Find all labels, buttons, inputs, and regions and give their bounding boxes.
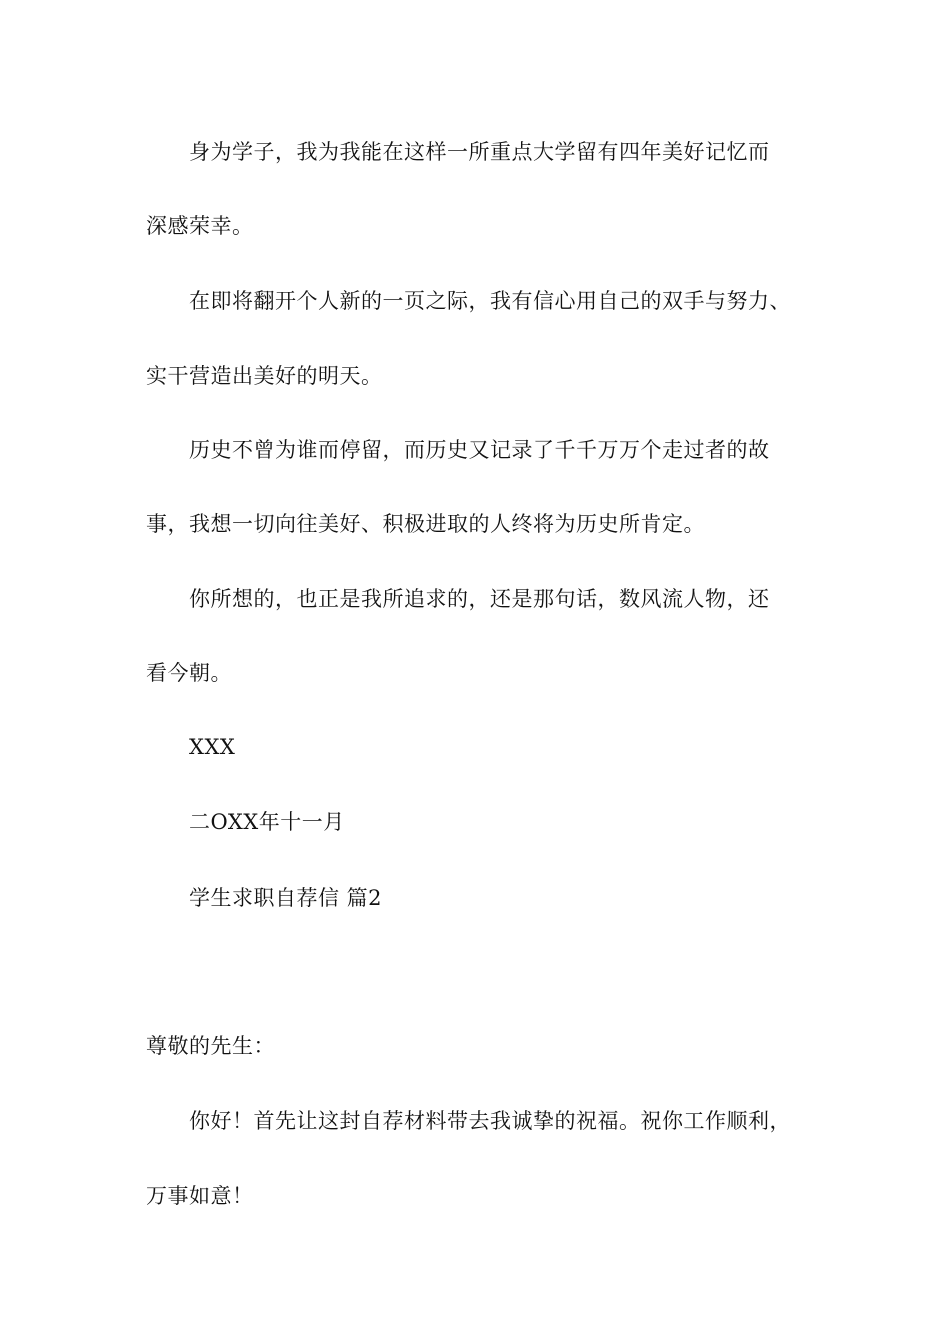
paragraph-line-4: 实干营造出美好的明天。: [146, 364, 383, 388]
paragraph-line-8: 看今朝。: [146, 661, 232, 685]
paragraph-line-5: 历史不曾为谁而停留，而历史又记录了千千万万个走过者的故: [189, 438, 770, 462]
paragraph-line-9: 你好！首先让这封自荐材料带去我诚挚的祝福。祝你工作顺利，: [189, 1109, 791, 1133]
signature-name: XXX: [189, 735, 236, 759]
paragraph-line-2: 深感荣幸。: [146, 214, 254, 238]
section-heading: 学生求职自荐信 篇2: [189, 886, 383, 910]
signature-date: 二OXX年十一月: [189, 810, 345, 834]
paragraph-line-3: 在即将翻开个人新的一页之际，我有信心用自己的双手与努力、: [189, 289, 791, 313]
paragraph-line-1: 身为学子，我为我能在这样一所重点大学留有四年美好记忆而: [189, 140, 770, 164]
salutation: 尊敬的先生：: [146, 1034, 275, 1058]
paragraph-line-7: 你所想的，也正是我所追求的，还是那句话，数风流人物，还: [189, 587, 770, 611]
paragraph-line-6: 事，我想一切向往美好、积极进取的人终将为历史所肯定。: [146, 512, 705, 536]
paragraph-line-10: 万事如意！: [146, 1184, 254, 1208]
